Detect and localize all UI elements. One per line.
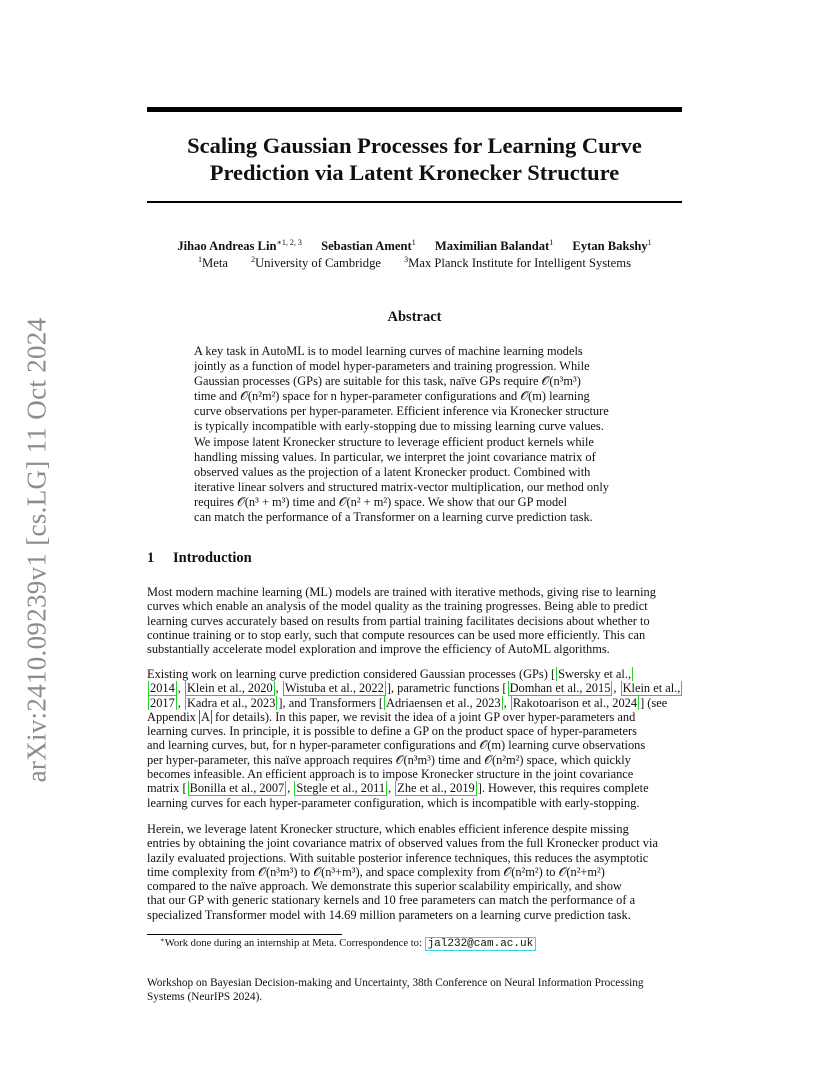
citation-link[interactable]: Swersky et al., [558, 667, 632, 681]
abstract-line: time and 𝒪(n²m²) space for n hyper-parameter configurations and 𝒪(m) learning [194, 389, 590, 404]
abstract-line: is typically incompatible with early-stopping due to missing learning curve values. [194, 419, 604, 434]
author-affil-mark: 1 [549, 238, 554, 247]
affiliation: Max Planck Institute for Intelligent Systems [408, 256, 631, 270]
appendix-link[interactable]: A [200, 709, 210, 724]
arxiv-identifier-stamp [14, 290, 60, 810]
paragraph-line: learning curves. In principle, it is possible to define a GP on the product space of hyper-parameters [147, 724, 637, 739]
footnote [160, 937, 536, 950]
paragraph-line: and learning curves, but, for n hyper-parameter configurations and 𝒪(m) learning curve observations [147, 738, 646, 753]
abstract-line: handling missing values. In particular, we interpret the joint covariance matrix of [194, 449, 596, 464]
author-name: Jihao Andreas Lin [177, 239, 277, 253]
paragraph-line: becomes infeasible. An efficient approach is to impose Kronecker structure in the joint covariance [147, 767, 634, 782]
citation-link[interactable]: Zhe et al., 2019 [397, 781, 475, 796]
text-run: Existing work on learning curve prediction considered Gaussian processes (GPs) [ [147, 667, 556, 681]
paper-title [147, 132, 682, 186]
paragraph-line: compared to the naïve approach. We demonstrate this superior scalability empirically, and show [147, 879, 622, 894]
text-run: ], parametric functions [ [386, 681, 507, 696]
abstract-line: curve observations per hyper-parameter. Efficient inference via Kronecker structure [194, 404, 609, 419]
abstract-line: requires 𝒪(n³ + m³) time and 𝒪(n² + m²) space. We show that our GP model [194, 494, 568, 509]
abstract-line: Gaussian processes (GPs) are suitable for this task, naïve GPs require 𝒪(n³m³) [194, 374, 581, 389]
paragraph-line: substantially accelerate model exploration and improve the efficiency of AutoML algorithms. [147, 642, 610, 657]
venue-note [147, 977, 687, 1004]
affil-mark: 3 [404, 255, 409, 264]
affiliations [147, 255, 682, 272]
affiliation: University of Cambridge [255, 256, 381, 270]
paragraph-line: learning curves accurately based on results from partial training facilitates decisions about whether to [147, 613, 650, 628]
author-names [147, 238, 682, 255]
author-name: Sebastian Ament [321, 239, 412, 253]
abstract-line: observed values as the projection of a latent Kronecker product. Combined with [194, 464, 591, 479]
venue-line: Workshop on Bayesian Decision-making and Uncertainty, 38th Conference on Neural Information Processing [147, 977, 644, 989]
paragraph-line: Herein, we leverage latent Kronecker structure, which enables efficient inference despite missing [147, 822, 629, 836]
citation-link[interactable]: Kadra et al., 2023 [186, 695, 276, 710]
text-run: ]. However, this requires complete [477, 781, 649, 796]
citation-link[interactable]: 2017 [150, 695, 175, 710]
paragraph-line: time complexity from 𝒪(n³m³) to 𝒪(n³+m³), and space complexity from 𝒪(n²m²) to 𝒪(n²+m²) [147, 864, 605, 879]
intro-paragraph-3 [147, 822, 682, 922]
paragraph-line: continue training or to stop early, such that compute resources can be used more efficiently. This can [147, 627, 646, 642]
citation-link[interactable]: Domhan et al., 2015 [509, 681, 611, 696]
title-top-rule [147, 107, 682, 112]
email-link[interactable]: jal232@cam.ac.uk [425, 937, 537, 951]
title-line-1: Scaling Gaussian Processes for Learning Curve [187, 133, 642, 158]
abstract-line: iterative linear solvers and structured matrix-vector multiplication, our method only [194, 479, 609, 494]
footnote-mark: ∗ [160, 936, 165, 944]
footnote-text: Work done during an internship at Meta. Correspondence to: [164, 938, 425, 949]
citation-link[interactable]: Klein et al., [622, 681, 681, 696]
affiliation: Meta [202, 256, 228, 270]
title-line-2: Prediction via Latent Kronecker Structure [209, 160, 620, 185]
citation-link[interactable]: Bonilla et al., 2007 [189, 781, 285, 796]
paragraph-line [147, 710, 682, 724]
author-name: Maximilian Balandat [434, 239, 550, 253]
title-bottom-rule [147, 201, 682, 203]
abstract-line: can match the performance of a Transformer on a learning curve prediction task. [194, 510, 593, 525]
text-run: matrix [ [147, 781, 187, 796]
text-run: Appendix [147, 709, 199, 724]
author-affil-mark: 1 [647, 238, 652, 247]
paragraph-line: 2014 , Klein et al., 2020 , Wistuba et al., 2022 ], parametric functions [ Domhan et al., 2015 , Klein et al., [150, 681, 681, 696]
affil-mark: 1 [198, 255, 203, 264]
author-block [147, 238, 682, 272]
author-affil-mark: 1 [411, 238, 416, 247]
abstract-line: We impose latent Kronecker structure to leverage efficient product kernels while [194, 434, 594, 449]
section-title: Introduction [173, 550, 252, 566]
text-run: ], and Transformers [ [278, 695, 384, 710]
section-heading-introduction [147, 550, 252, 567]
affil-mark: 2 [251, 255, 256, 264]
citation-link[interactable]: 2014 [150, 681, 175, 696]
author-name: Eytan Bakshy [572, 239, 648, 253]
text-run: for details). In this paper, we revisit the idea of a joint GP over hyper-parameters and [211, 709, 636, 724]
citation-link[interactable]: Rakotoarison et al., 2024 [512, 695, 638, 710]
footnote-rule [147, 934, 342, 935]
paragraph-line: 2017 , Kadra et al., 2023 ], and Transformers [ Adriaensen et al., 2023 , Rakotoarison et al., 2024 ] (see [150, 695, 668, 710]
paragraph-line: Most modern machine learning (ML) models are trained with iterative methods, giving rise to learning [147, 585, 656, 599]
paragraph-line: curves which enable an analysis of the model quality as the training progresses. Being able to predict [147, 599, 648, 614]
citation-link[interactable]: Wistuba et al., 2022 [284, 681, 384, 696]
author-affil-mark: ∗1, 2, 3 [276, 238, 302, 247]
citation-link[interactable]: Adriaensen et al., 2023 [386, 695, 501, 710]
section-number: 1 [147, 550, 155, 566]
abstract-heading: Abstract [387, 309, 442, 325]
intro-paragraph-2 [147, 667, 682, 810]
paragraph-line: matrix [ Bonilla et al., 2007 , Stegle et al., 2011 , Zhe et al., 2019 ]. However, this requires complete [147, 781, 649, 796]
arxiv-id-text: arXiv:2410.09239v1 [cs.LG] 11 Oct 2024 [21, 317, 52, 783]
text-run: ] (see [640, 695, 668, 710]
paragraph-line: learning curves for each hyper-parameter configuration, which is incompatible with early-stopping. [147, 795, 640, 810]
venue-line: Systems (NeurIPS 2024). [147, 990, 263, 1003]
paragraph-line: lazily evaluated projections. With suitable posterior inference techniques, this reduces the asymptotic [147, 850, 649, 865]
paragraph-line: that our GP with generic stationary kernels and 10 free parameters can match the performance of a [147, 893, 636, 908]
abstract-line: jointly as a function of model hyper-parameters and training progression. While [194, 359, 590, 374]
abstract-body [194, 344, 636, 525]
paragraph-line: specialized Transformer model with 14.69 million parameters on a learning curve prediction task. [147, 907, 631, 922]
citation-link[interactable]: Stegle et al., 2011 [296, 781, 386, 796]
citation-link[interactable]: Klein et al., 2020 [186, 681, 273, 696]
paragraph-line: entries by obtaining the joint covariance matrix of observed values from the full Kronecker product via [147, 836, 658, 851]
intro-paragraph-1 [147, 585, 682, 656]
paragraph-line [147, 667, 682, 681]
paragraph-line: per hyper-parameter, this naïve approach requires 𝒪(n³m³) time and 𝒪(n²m²) space, which quickly [147, 752, 631, 767]
abstract-line: A key task in AutoML is to model learning curves of machine learning models [194, 344, 583, 358]
